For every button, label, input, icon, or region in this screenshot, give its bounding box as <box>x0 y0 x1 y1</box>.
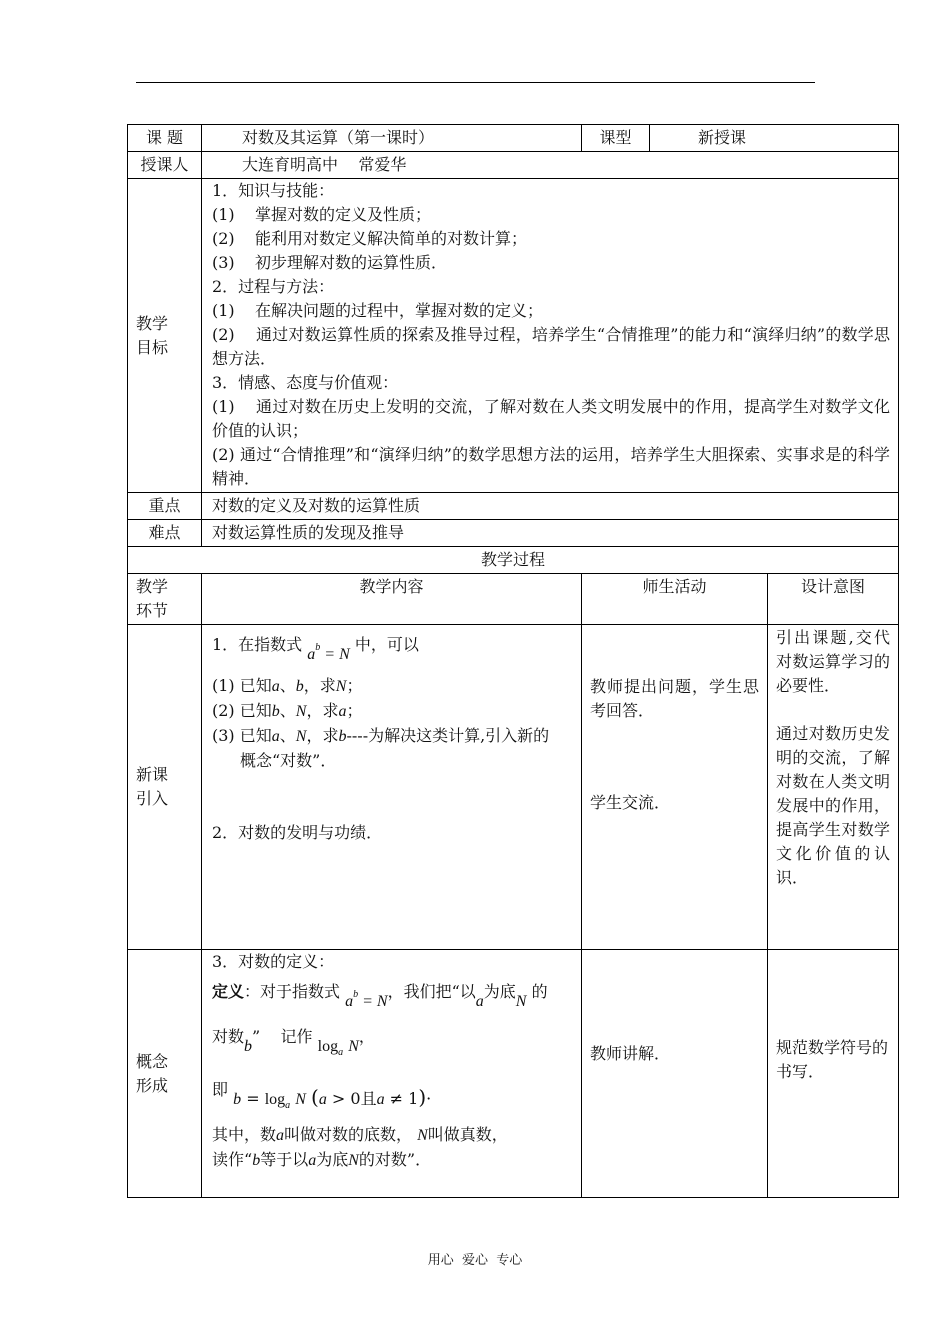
concept-line5: 读作“b等于以a为底N的对数”． <box>212 1150 432 1169</box>
intro-q1: (1) 已知a、b，求N； <box>212 676 363 695</box>
intro-q2: (2) 已知b、N，求a； <box>212 701 363 720</box>
text: 其中，数 <box>212 1125 277 1144</box>
activity-text: 教师提出问题，学生思考回答． <box>590 677 760 720</box>
text: 为底 <box>316 1150 349 1169</box>
subject-value: 对数及其运算（第一课时） <box>202 125 582 152</box>
text: ，我们把“以 <box>387 982 476 1001</box>
stage-intro: 新课 引入 <box>128 625 202 950</box>
difficulty-value: 对数运算性质的发现及推导 <box>202 520 899 547</box>
row-subject <box>128 125 899 152</box>
text: 且 <box>360 1089 377 1108</box>
concept-def: 定义：对于指数式 $a^b = N$，我们把“以a为底N 的 <box>212 982 548 1010</box>
row-process-title <box>128 547 899 574</box>
col-stage-header: 教学 环节 <box>128 574 202 625</box>
intro-p2: 2．对数的发明与功绩． <box>212 823 383 842</box>
lesson-plan-table <box>127 124 899 1198</box>
activity-text: 学生交流． <box>590 793 671 812</box>
text: 即 <box>212 1080 229 1099</box>
text: ，求 <box>306 701 339 720</box>
text: ：对于指数式 <box>244 982 341 1001</box>
row-section-intro <box>128 625 899 950</box>
row-objectives <box>128 179 899 493</box>
text: 的对数”． <box>358 1150 432 1169</box>
formula-exp: $a^b = N$ <box>345 989 388 1010</box>
type-label: 课型 <box>582 125 650 152</box>
objective-line: 2．过程与方法： <box>212 277 335 296</box>
teacher-label: 授课人 <box>128 152 202 179</box>
objective-line: (1) 在解决问题的过程中，掌握对数的定义； <box>212 301 544 320</box>
teacher-value: 大连育明高中 常爱华 <box>202 152 899 179</box>
row-difficulty <box>128 520 899 547</box>
key-point-label: 重点 <box>128 493 202 520</box>
intro-q3: (3) 已知a、N，求b----为解决这类计算,引入新的 <box>212 726 550 745</box>
objective-line: (3) 初步理解对数的运算性质． <box>212 253 448 272</box>
col-intent-header: 设计意图 <box>768 574 899 625</box>
text: 为底 <box>483 982 516 1001</box>
objectives-label: 教学 目标 <box>128 179 202 493</box>
text: (2) 已知 <box>212 701 272 720</box>
subject-label: 课 题 <box>128 125 202 152</box>
text: (3) 已知 <box>212 726 272 745</box>
text: 叫做对数的底数， <box>284 1125 413 1144</box>
concept-line3 <box>212 1076 573 1109</box>
text: ----为解决这类计算,引入新的 <box>346 726 550 745</box>
intent-concept: 规范数学符号的书写． <box>768 950 899 1198</box>
concept-line4: 其中，数a叫做对数的底数， N叫做真数， <box>212 1125 508 1144</box>
text: ，求 <box>303 676 336 695</box>
row-section-concept <box>128 950 899 1198</box>
content-concept <box>202 950 582 1198</box>
objective-line: (2) 能利用对数定义解决简单的对数计算； <box>212 229 528 248</box>
objective-line: (1) 掌握对数的定义及性质； <box>212 205 432 224</box>
intent-text: 引出课题,交代对数运算学习的必要性． <box>776 628 891 695</box>
row-key-point <box>128 493 899 520</box>
text: ； <box>346 676 363 695</box>
formula-log: $b = \log_a N$ (a > 0且a ≠ 1)· <box>233 1085 432 1111</box>
text: 叫做真数， <box>427 1125 508 1144</box>
row-process-header <box>128 574 899 625</box>
type-value: 新授课 <box>650 125 899 152</box>
activity-concept: 教师讲解． <box>582 950 768 1198</box>
col-content-header: 教学内容 <box>202 574 582 625</box>
text: 1．在指数式 <box>212 635 303 654</box>
text: ，求 <box>306 726 339 745</box>
difficulty-label: 难点 <box>128 520 202 547</box>
header-rule <box>136 82 815 83</box>
text: ； <box>346 701 363 720</box>
intro-p1 <box>212 627 573 663</box>
stage-concept: 概念 形成 <box>128 950 202 1198</box>
text: 等于以 <box>260 1150 309 1169</box>
text: ， <box>358 1027 375 1046</box>
activity-intro <box>582 625 768 950</box>
row-teacher <box>128 152 899 179</box>
objectives-content <box>202 179 899 493</box>
col-activity-header: 师生活动 <box>582 574 768 625</box>
objective-line: (1) 通过对数在历史上发明的交流，了解对数在人类文明发展中的作用，提高学生对数学文化价值的认识； <box>212 397 891 440</box>
objective-line: (2) 通过“合情推理”和“演绎归纳”的数学思想方法的运用，培养学生大胆探索、实事求是的科学精神． <box>212 445 891 488</box>
intent-text: 通过对数历史发明的交流，了解对数在人类文明发展中的作用，提高学生对数学文化价值的认识． <box>776 724 891 887</box>
intro-q3-cont: 概念“对数”． <box>240 751 337 770</box>
content-intro <box>202 625 582 950</box>
formula-exp: $a^b = N$ <box>307 642 350 663</box>
intent-intro <box>768 625 899 950</box>
text: 中，可以 <box>354 635 419 654</box>
text: 的 <box>531 982 548 1001</box>
text: ” 记作 <box>252 1027 313 1046</box>
objective-line: 1．知识与技能： <box>212 181 335 200</box>
objective-line: (2) 通过对数运算性质的探索及推导过程，培养学生“合情推理”的能力和“演绎归纳”的数学思想方法． <box>212 325 891 368</box>
text: 对数 <box>212 1027 245 1046</box>
concept-line2: 对数b” 记作 $\log_a N$， <box>212 1027 375 1058</box>
key-point-value: 对数的定义及对数的运算性质 <box>202 493 899 520</box>
text: 读作“ <box>212 1150 253 1169</box>
objective-line: 3．情感、态度与价值观： <box>212 373 399 392</box>
def-label: 定义 <box>212 982 245 1001</box>
concept-title: 3．对数的定义： <box>212 952 335 971</box>
process-title: 教学过程 <box>128 547 899 574</box>
text: (1) 已知 <box>212 676 272 695</box>
page-footer: 用心 爱心 专心 <box>427 1253 523 1268</box>
